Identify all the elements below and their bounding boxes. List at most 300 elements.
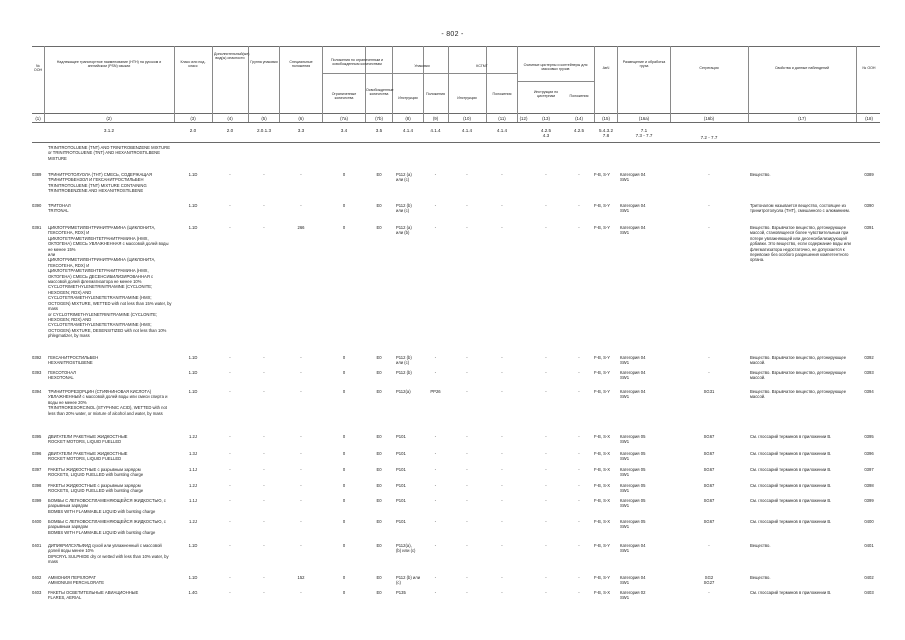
cell-eq: E0 bbox=[376, 498, 382, 503]
cell-sp: - bbox=[300, 467, 302, 472]
cell-eq: E0 bbox=[376, 203, 382, 208]
cell-ibc: - bbox=[466, 575, 468, 580]
cell-un2: 0395 bbox=[864, 434, 874, 439]
reference-c13: 4.2.5 4.3 bbox=[540, 128, 552, 139]
cell-ibc: - bbox=[466, 519, 468, 524]
cell-pg: - bbox=[263, 575, 265, 580]
header-group-rule bbox=[517, 81, 594, 82]
column-separator bbox=[856, 46, 857, 122]
cell-lq: 0 bbox=[342, 498, 346, 503]
cell-un: 0402 bbox=[32, 575, 42, 580]
cell-eq: E0 bbox=[376, 467, 382, 472]
cell-seg: SG67 bbox=[703, 483, 715, 488]
column-number: (6) bbox=[298, 116, 304, 121]
cell-ems: F-B, S-Y bbox=[594, 575, 611, 580]
cell-un: 0403 bbox=[32, 590, 42, 595]
cell-pg: - bbox=[263, 370, 265, 375]
reference-c5: 2.0.1.3 bbox=[256, 128, 272, 133]
header-stowage: Размещение и обработка груза bbox=[622, 60, 666, 69]
cell-seg: - bbox=[708, 225, 710, 230]
header-un-right: № ООН bbox=[862, 66, 876, 70]
cell-un: 0401 bbox=[32, 543, 42, 548]
cell-pg: - bbox=[263, 467, 265, 472]
header-sp: Специальные положения bbox=[289, 60, 313, 69]
column-number: (8) bbox=[405, 116, 411, 121]
cell-pg: - bbox=[263, 389, 265, 394]
header-excepted: Освобожденные количества bbox=[366, 88, 394, 97]
cell-tpi: - bbox=[545, 225, 547, 230]
column-separator bbox=[423, 46, 424, 122]
cell-stow: Категория 05 SW1 bbox=[620, 519, 646, 530]
cell-ibcp: - bbox=[501, 590, 503, 595]
cell-tpi: - bbox=[545, 483, 547, 488]
cell-ibcp: - bbox=[501, 434, 503, 439]
column-separator bbox=[617, 46, 618, 122]
cell-eq: E0 bbox=[376, 575, 382, 580]
cell-tp: - bbox=[578, 519, 580, 524]
cell-tpi: - bbox=[545, 451, 547, 456]
cell-cls: 1.1D bbox=[188, 575, 198, 580]
cell-pi: P101 bbox=[396, 483, 406, 488]
cell-un2: 0397 bbox=[864, 467, 874, 472]
cell-stow: Категория 04 SW1 bbox=[620, 389, 646, 400]
column-number: (11) bbox=[498, 116, 506, 121]
cell-name: ЦИКЛОТРИМЕТИЛЕНТРИНИТРАМИНА (ЦИКЛОНИТА, ГЕКСОГЕНА, RDX) И ЦИКЛОТЕТРАМЕТИЛЕНТЕТРАНИТРАМИНА (HMX, ОКТОГЕНА) СМЕСЬ УВЛАЖНЕННАЯ с массовой долей воды не менее 15% или ЦИКЛОТРИМЕТИЛЕНТРИНИТРАМИНА (ЦИКЛОНИТА, ГЕКСОГЕНА, RDX) И ЦИКЛОТЕТРАМЕТИЛЕНТЕТРАНИТРАМИНА (HMX, ОКТОГЕНА) СМЕСЬ ДЕСЕНСИБИЛИЗИРОВАННАЯ с массовой долей флегматизатора не менее 10% CYCLOTRIMETHYLENETRINITRAMINE (CYCLONITE; HEXOGEN; RDX) AND CYCLOTETRAMETHYLENETETRANITRAMINE (HMX; OCTOGEN) MIXTURE, WETTED with not less than 15% water, by mass or CYCLOTRIMETHYLENETRINITRAMINE (CYCLONITE; HEXOGEN; RDX) AND CYCLOTETRAMETHYLENETETRANITRAMINE (HMX; OCTOGEN) MIXTURE, DESENSITIZED with not less than 10% phlegmatizer, by mass bbox=[48, 225, 172, 339]
cell-tpi: - bbox=[545, 467, 547, 472]
cell-sub: - bbox=[229, 355, 231, 360]
header-limited-group: Положения по ограниченным и освобожденным количествам bbox=[330, 58, 384, 67]
cell-pi: P101 bbox=[396, 451, 406, 456]
cell-prop: См. глоссарий терминов в приложении В. bbox=[750, 498, 832, 503]
cell-prop: Вещество. Взрывчатое вещество, детонирующее массой. bbox=[750, 370, 847, 381]
cell-stow: Категория 02 SW1 bbox=[620, 590, 646, 601]
cell-pi: P112 (a) или (b) bbox=[396, 225, 412, 236]
cell-cls: 1.3J bbox=[189, 451, 197, 456]
header-pack-instr: Инструкции bbox=[398, 96, 418, 100]
column-separator bbox=[44, 46, 45, 122]
cell-name: РАКЕТЫ ОСВЕТИТЕЛЬНЫЕ АВИАЦИОННЫЕ FLARES, AERIAL bbox=[48, 590, 139, 601]
cell-name: ТРИТОНАЛ TRITONAL bbox=[48, 203, 71, 214]
cell-pp: - bbox=[434, 203, 437, 208]
cell-un: 0392 bbox=[32, 355, 42, 360]
cell-name: ДИПИКРИЛСУЛЬФИД сухой или увлажненный с массовой долей воды менее 10% DIPICRYL SULPHIDE dry or wetted with less than 10% water, by mass bbox=[48, 543, 169, 565]
header-group-rule bbox=[322, 73, 392, 74]
cell-pg: - bbox=[263, 225, 265, 230]
cell-ems: F-B, S-Y bbox=[594, 225, 611, 230]
page-number: - 802 - bbox=[441, 31, 464, 38]
cell-ibcp: - bbox=[501, 389, 503, 394]
cell-ems: F-B, S-X bbox=[594, 483, 611, 488]
cell-sp: - bbox=[300, 451, 302, 456]
cell-un: 0399 bbox=[32, 498, 42, 503]
reference-c10: 4.1.4 bbox=[461, 128, 473, 133]
cell-ems: F-B, S-Y bbox=[594, 543, 611, 548]
cell-name: БОМБЫ С ЛЕГКОВОСПЛАМЕНЯЮЩЕЙСЯ ЖИДКОСТЬЮ, с разрывным зарядом BOMBS WITH FLAMMABLE LIQUID with bursting charge bbox=[48, 519, 166, 535]
cell-un: 0391 bbox=[32, 225, 42, 230]
cell-stow: Категория 04 SW1 bbox=[620, 203, 646, 214]
cell-lq: 0 bbox=[342, 389, 346, 394]
cell-tp: - bbox=[578, 483, 580, 488]
cell-stow: Категория 05 SW1 bbox=[620, 483, 646, 494]
cell-tp: - bbox=[578, 451, 580, 456]
reference-c14: 4.2.5 bbox=[573, 128, 585, 133]
cell-pi: P101 bbox=[396, 498, 406, 503]
cell-pp: - bbox=[434, 575, 437, 580]
cell-prop: Вещество. Взрывчатое вещество, детонирующее массой. bbox=[750, 355, 847, 366]
cell-seg: SG67 bbox=[703, 498, 715, 503]
column-separator bbox=[392, 46, 393, 122]
cell-lq: 0 bbox=[342, 434, 346, 439]
cell-ems: F-B, S-X bbox=[594, 434, 611, 439]
cell-pp: - bbox=[434, 225, 437, 230]
cell-sp: - bbox=[300, 370, 302, 375]
cell-pi: P112(a) bbox=[396, 389, 411, 394]
column-number: (7a) bbox=[340, 116, 348, 121]
cell-pg: - bbox=[263, 498, 265, 503]
cell-ibcp: - bbox=[501, 575, 503, 580]
cell-lq: 0 bbox=[342, 467, 346, 472]
cell-pi: P135 bbox=[396, 590, 406, 595]
cell-ibc: - bbox=[466, 203, 468, 208]
cell-un2: 0396 bbox=[864, 451, 874, 456]
cell-cls: 1.2J bbox=[189, 483, 197, 488]
cell-seg: - bbox=[708, 203, 710, 208]
cell-ibc: - bbox=[466, 389, 468, 394]
cell-cls: 1.1J bbox=[189, 467, 197, 472]
cell-pi: P112 (b) или (c) bbox=[396, 575, 421, 586]
cell-tp: - bbox=[578, 467, 580, 472]
cell-eq: E0 bbox=[376, 225, 382, 230]
cell-un: 0394 bbox=[32, 389, 42, 394]
column-separator bbox=[517, 46, 518, 122]
cell-ibcp: - bbox=[501, 451, 503, 456]
cell-seg: SG67 bbox=[703, 467, 715, 472]
reference-c7a: 3.4 bbox=[340, 128, 348, 133]
reference-c11: 4.1.4 bbox=[496, 128, 508, 133]
cell-ibc: - bbox=[466, 225, 468, 230]
cell-sub: - bbox=[229, 467, 231, 472]
cell-name: ГЕКСАНИТРОСТИЛЬБЕН HEXANITROSTILBENE bbox=[48, 355, 99, 366]
cell-ibcp: - bbox=[501, 370, 503, 375]
cell-ems: F-B, S-Y bbox=[594, 203, 611, 208]
cell-sp: - bbox=[300, 543, 302, 548]
cell-ems: F-B, S-X bbox=[594, 498, 611, 503]
cell-ems: F-B, S-X bbox=[594, 519, 611, 524]
cell-pi: P112(a), (b) или (c) bbox=[396, 543, 416, 554]
cell-eq: E0 bbox=[376, 389, 382, 394]
reference-c6: 3.3 bbox=[297, 128, 305, 133]
cell-un: 0398 bbox=[32, 483, 42, 488]
cell-sp: 152 bbox=[297, 575, 305, 580]
reference-c15: 5.4.3.2 7.8 bbox=[598, 128, 614, 139]
cell-un: 0400 bbox=[32, 519, 42, 524]
cell-ibc: - bbox=[466, 483, 468, 488]
cell-name: РАКЕТЫ ЖИДКОСТНЫЕ с разрывным зарядом ROCKETS, LIQUID FUELLED with bursting charge bbox=[48, 483, 144, 494]
cell-ibc: - bbox=[466, 172, 468, 177]
cell-seg: - bbox=[708, 355, 710, 360]
cell-sp: - bbox=[300, 519, 302, 524]
cell-ibcp: - bbox=[501, 172, 503, 177]
cell-prop: См. глоссарий терминов в приложении В. bbox=[750, 467, 832, 472]
cell-cls: 1.2J bbox=[189, 434, 197, 439]
cell-un2: 0391 bbox=[864, 225, 874, 230]
cell-tpi: - bbox=[545, 543, 547, 548]
cell-lq: 0 bbox=[342, 519, 346, 524]
cell-eq: E0 bbox=[376, 434, 382, 439]
header-properties: Свойства и данные наблюдений bbox=[774, 66, 830, 70]
cell-lq: 0 bbox=[342, 203, 346, 208]
cell-name: АММОНИЯ ПЕРХЛОРАТ AMMONIUM PERCHLORATE bbox=[48, 575, 104, 586]
cell-un: 0397 bbox=[32, 467, 42, 472]
cell-eq: E0 bbox=[376, 370, 382, 375]
cell-tpi: - bbox=[545, 370, 547, 375]
cell-pp: - bbox=[434, 370, 437, 375]
cell-sp: - bbox=[300, 172, 302, 177]
reference-c3: 2.0 bbox=[189, 128, 197, 133]
cell-pi: P101 bbox=[396, 467, 406, 472]
header-group-rule bbox=[392, 73, 517, 74]
cell-seg: - bbox=[708, 543, 710, 548]
cell-cls: 1.1D bbox=[188, 370, 198, 375]
column-number: (5) bbox=[261, 116, 267, 121]
cell-pp: - bbox=[434, 519, 437, 524]
column-number: (9) bbox=[432, 116, 439, 121]
cell-cls: 1.1J bbox=[189, 498, 197, 503]
column-separator bbox=[748, 46, 749, 122]
cell-pg: - bbox=[263, 519, 265, 524]
cell-sub: - bbox=[229, 225, 231, 230]
cell-sp: - bbox=[300, 483, 302, 488]
cell-name: ТРИНИТРОТОЛУОЛА (ТНТ) СМЕСЬ, СОДЕРЖАЩАЯ ТРИНИТРОБЕНЗОЛ И ГЕКСАНИТРОСТИЛЬБЕН TRINITROTOLUENE (TNT) MIXTURE CONTAINING TRINITROBENZENE AND HEXANITROSTILBENE bbox=[48, 172, 152, 194]
cell-ems: F-B, S-X bbox=[594, 590, 611, 595]
cell-pp: - bbox=[434, 543, 437, 548]
cell-eq: E0 bbox=[376, 451, 382, 456]
reference-c4: 2.0 bbox=[226, 128, 234, 133]
cell-cls: 1.1D bbox=[188, 389, 198, 394]
cell-seg: SG31 bbox=[703, 389, 715, 394]
cell-tpi: - bbox=[545, 389, 547, 394]
cell-name: TRINITROTOLUENE (TNT) AND TRINITROBENZENE MIXTURE or TRINITROTOLUENE (TNT) AND HEXANITROSTILBENE MIXTURE bbox=[48, 145, 170, 161]
column-number: (4) bbox=[227, 116, 233, 121]
cell-un: 0389 bbox=[32, 172, 42, 177]
cell-ibcp: - bbox=[501, 203, 503, 208]
column-separator bbox=[174, 46, 175, 122]
header-pg: Группа упаковки bbox=[250, 60, 278, 64]
cell-cls: 1.1D bbox=[188, 355, 198, 360]
column-number: (17) bbox=[798, 116, 806, 121]
column-number: (2) bbox=[106, 116, 112, 121]
cell-tp: - bbox=[578, 498, 580, 503]
cell-ibc: - bbox=[466, 498, 468, 503]
cell-un2: 0401 bbox=[864, 543, 874, 548]
cell-stow: Категория 04 SW1 bbox=[620, 370, 646, 381]
cell-un2: 0393 bbox=[864, 370, 874, 375]
cell-pg: - bbox=[263, 543, 265, 548]
cell-tp: - bbox=[578, 590, 580, 595]
cell-prop: См. глоссарий терминов в приложении В. bbox=[750, 483, 832, 488]
cell-prop: Вещество. bbox=[750, 172, 771, 177]
cell-ibc: - bbox=[466, 434, 468, 439]
cell-pg: - bbox=[263, 590, 265, 595]
cell-name: ТРИНИТРОРЕЗОРЦИН (СТИФНИНОВАЯ КИСЛОТА) УВЛАЖНЕННЫЙ с массовой долей воды или смеси спирта и воды не менее 20% TRINITRORESORCINOL (STYPHNIC ACID), WETTED with not less than 20% water, or mixture of alcohol and water, by mass bbox=[48, 389, 168, 416]
cell-prop: Вещество. bbox=[750, 575, 771, 580]
header-class: Класс или под-класс bbox=[180, 60, 206, 69]
cell-pp: - bbox=[434, 483, 437, 488]
cell-name: РАКЕТЫ ЖИДКОСТНЫЕ с разрывным зарядом ROCKETS, LIQUID FUELLED with bursting charge bbox=[48, 467, 144, 478]
cell-sub: - bbox=[229, 389, 231, 394]
header-packings-group: Упаковки bbox=[414, 64, 430, 68]
cell-un2: 0392 bbox=[864, 355, 874, 360]
header-limited: Ограниченные количества bbox=[331, 92, 357, 101]
cell-sp: - bbox=[300, 389, 302, 394]
column-number: (15) bbox=[602, 116, 610, 121]
cell-ibcp: - bbox=[501, 519, 503, 524]
cell-ems: F-B, S-X bbox=[594, 451, 611, 456]
cell-cls: 1.4G bbox=[188, 590, 198, 595]
cell-cls: 1.1D bbox=[188, 203, 198, 208]
cell-ems: F-B, S-Y bbox=[594, 389, 611, 394]
cell-tp: - bbox=[578, 370, 580, 375]
cell-pp: - bbox=[434, 451, 437, 456]
cell-tpi: - bbox=[545, 172, 547, 177]
header-segregation: Сегрегация bbox=[699, 66, 719, 70]
column-number: (12) bbox=[519, 116, 528, 121]
cell-stow: Категория 04 SW1 bbox=[620, 355, 646, 366]
cell-pp: - bbox=[434, 355, 437, 360]
cell-seg: SG2 SG27 bbox=[703, 575, 715, 586]
header-tank-instr: Инструкции по цистернам bbox=[533, 90, 559, 99]
column-separator bbox=[322, 46, 323, 122]
cell-stow: Категория 04 SW1 bbox=[620, 575, 646, 586]
reference-bottom-rule bbox=[32, 142, 880, 143]
cell-sub: - bbox=[229, 172, 231, 177]
numbers-bottom-rule bbox=[32, 122, 880, 123]
cell-stow: Категория 05 SW1 bbox=[620, 467, 646, 478]
header-subsidiary: Дополнительный(ые) вид(ы) опасности bbox=[214, 52, 250, 61]
cell-prop: См. глоссарий терминов в приложении В. bbox=[750, 519, 832, 524]
cell-name: БОМБЫ С ЛЕГКОВОСПЛАМЕНЯЮЩЕЙСЯ ЖИДКОСТЬЮ, с разрывным зарядом BOMBS WITH FLAMMABLE LIQUID with bursting charge bbox=[48, 498, 166, 514]
header-tank-prov: Положения bbox=[569, 94, 589, 98]
cell-tp: - bbox=[578, 389, 580, 394]
cell-un2: 0400 bbox=[864, 519, 874, 524]
cell-sub: - bbox=[229, 575, 231, 580]
cell-un2: 0390 bbox=[864, 203, 874, 208]
cell-pp: - bbox=[434, 172, 437, 177]
cell-pg: - bbox=[263, 451, 265, 456]
cell-lq: 0 bbox=[342, 355, 346, 360]
column-separator bbox=[486, 46, 487, 122]
cell-sub: - bbox=[229, 498, 231, 503]
cell-ibcp: - bbox=[501, 498, 503, 503]
cell-eq: E0 bbox=[376, 519, 382, 524]
cell-pi: P112 (b) или (c) bbox=[396, 355, 412, 366]
cell-ibcp: - bbox=[501, 225, 503, 230]
column-number: (3) bbox=[190, 116, 196, 121]
table-top-rule bbox=[32, 46, 880, 47]
reference-c9: 4.1.4 bbox=[430, 128, 441, 133]
reference-c2: 3.1.2 bbox=[103, 128, 115, 133]
column-number: (14) bbox=[575, 116, 583, 121]
cell-sp: - bbox=[300, 590, 302, 595]
cell-eq: E0 bbox=[376, 590, 382, 595]
cell-sub: - bbox=[229, 451, 231, 456]
column-number: (16a) bbox=[638, 116, 650, 121]
cell-seg: - bbox=[708, 590, 710, 595]
cell-tpi: - bbox=[545, 498, 547, 503]
cell-sp: - bbox=[300, 434, 302, 439]
cell-seg: SG67 bbox=[703, 451, 715, 456]
cell-pg: - bbox=[263, 483, 265, 488]
reference-c8: 4.1.4 bbox=[402, 128, 414, 133]
cell-sub: - bbox=[229, 483, 231, 488]
cell-stow: Категория 05 SW1 bbox=[620, 434, 646, 445]
column-separator bbox=[248, 46, 249, 122]
column-number: (10) bbox=[463, 116, 471, 121]
cell-lq: 0 bbox=[342, 575, 346, 580]
header-ibc-prov: Положения bbox=[492, 92, 512, 96]
column-separator bbox=[279, 46, 280, 122]
cell-tpi: - bbox=[545, 575, 547, 580]
cell-ems: F-B, S-Y bbox=[594, 355, 611, 360]
cell-eq: E0 bbox=[376, 543, 382, 548]
cell-un2: 0394 bbox=[864, 389, 874, 394]
cell-pi: P112 (b) bbox=[396, 370, 412, 375]
header-ems: АвЧ bbox=[602, 66, 610, 70]
header-bottom-rule bbox=[32, 113, 880, 114]
cell-pp: PP26 bbox=[430, 389, 441, 394]
cell-sub: - bbox=[229, 519, 231, 524]
cell-lq: 0 bbox=[342, 590, 346, 595]
cell-un2: 0389 bbox=[864, 172, 874, 177]
header-pack-prov: Положения bbox=[426, 92, 445, 96]
cell-ibc: - bbox=[466, 543, 468, 548]
cell-tp: - bbox=[578, 225, 580, 230]
cell-tp: - bbox=[578, 575, 580, 580]
cell-lq: 0 bbox=[342, 370, 346, 375]
cell-un: 0395 bbox=[32, 434, 42, 439]
cell-lq: 0 bbox=[342, 483, 346, 488]
cell-pg: - bbox=[263, 203, 265, 208]
cell-ibcp: - bbox=[501, 483, 503, 488]
cell-pi: P101 bbox=[396, 434, 406, 439]
cell-un: 0396 bbox=[32, 451, 42, 456]
cell-un2: 0402 bbox=[864, 575, 874, 580]
cell-ibcp: - bbox=[501, 355, 503, 360]
cell-lq: 0 bbox=[342, 451, 346, 456]
cell-prop: См. глоссарий терминов в приложении В. bbox=[750, 434, 832, 439]
column-number: (13) bbox=[542, 116, 550, 121]
cell-eq: E0 bbox=[376, 355, 382, 360]
cell-stow: Категория 04 SW1 bbox=[620, 172, 646, 183]
cell-pp: - bbox=[434, 467, 437, 472]
column-separator bbox=[594, 46, 595, 122]
cell-sub: - bbox=[229, 203, 231, 208]
cell-prop: Вещество. Взрывчатое вещество, детонирующее массой, становящееся более чувствительным при потере увлажняющей или десенсибилизирующей добавки. Это вещество, если содержание воды или флегматизатора недостаточно, не допускается к перевозке без особого разрешения компетентного органа. bbox=[750, 225, 851, 263]
cell-ibc: - bbox=[466, 451, 468, 456]
header-name: Надлежащее транспортное наименование (НТН) на русском и английском (PSN) языках bbox=[56, 60, 162, 69]
cell-pp: - bbox=[434, 590, 437, 595]
cell-lq: 0 bbox=[342, 543, 346, 548]
cell-seg: SG67 bbox=[703, 519, 715, 524]
cell-pg: - bbox=[263, 172, 265, 177]
cell-prop: Вещество. Взрывчатое вещество, детонирующее массой. bbox=[750, 389, 847, 400]
cell-pi: P112 (a) или (c) bbox=[396, 172, 412, 183]
cell-stow: Категория 04 SW1 bbox=[620, 225, 646, 236]
cell-name: ДВИГАТЕЛИ РАКЕТНЫЕ ЖИДКОСТНЫЕ ROCKET MOTORS, LIQUID FUELLED bbox=[48, 434, 128, 445]
cell-pg: - bbox=[263, 434, 265, 439]
cell-prop: См. глоссарий терминов в приложении В. bbox=[750, 590, 832, 595]
cell-name: ГЕКСОТОНАЛ HEXOTONAL bbox=[48, 370, 76, 381]
